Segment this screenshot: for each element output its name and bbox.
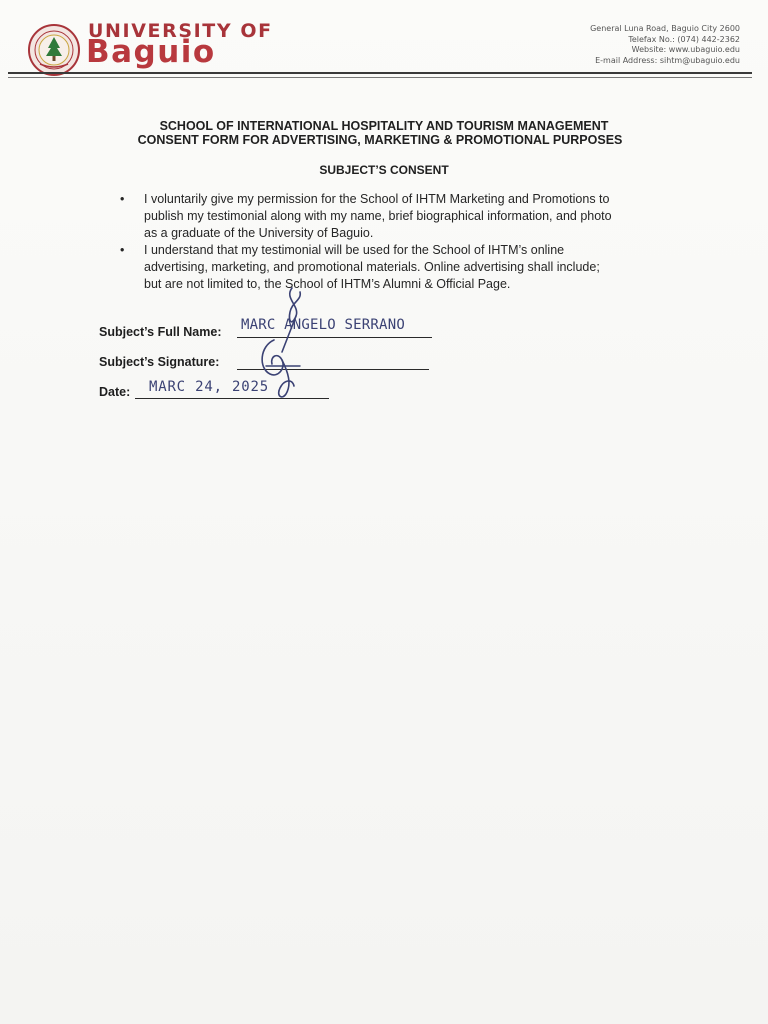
- full-name-label: Subject’s Full Name:: [99, 325, 222, 339]
- bullet-icon: •: [120, 243, 125, 257]
- date-label: Date:: [99, 385, 131, 399]
- statement-line: I voluntarily give my permission for the School of IHTM Marketing and Promotions to: [144, 192, 610, 206]
- consent-statement-usage: [120, 242, 680, 293]
- consent-statement-permission: [120, 191, 680, 242]
- contact-address: General Luna Road, Baguio City 2600: [590, 24, 740, 33]
- university-name-line1: UNIVERSITY OF: [88, 20, 273, 42]
- header-divider: [8, 72, 752, 74]
- full-name-value: MARC ANGELO SERRANO: [241, 317, 405, 333]
- signature-label: Subject’s Signature:: [99, 355, 220, 369]
- school-title: SCHOOL OF INTERNATIONAL HOSPITALITY AND TOURISM MANAGEMENT: [159, 119, 609, 133]
- bullet-icon: •: [120, 192, 125, 206]
- contact-block: [590, 24, 740, 66]
- statement-line: publish my testimonial along with my name, brief biographical information, and photo: [144, 209, 612, 223]
- date-value: MARC 24, 2025: [149, 379, 269, 395]
- university-seal-icon: [28, 24, 80, 76]
- section-heading: SUBJECT’S CONSENT: [319, 163, 449, 177]
- handwritten-signature: [230, 282, 350, 412]
- statement-line: I understand that my testimonial will be used for the School of IHTM’s online: [144, 243, 565, 257]
- header-divider-thin: [8, 77, 752, 78]
- statement-line: advertising, marketing, and promotional materials. Online advertising shall include;: [144, 260, 600, 274]
- consent-statements: [120, 191, 680, 293]
- contact-telefax: Telefax No.: (074) 442-2362: [628, 34, 740, 44]
- university-name-line2: Baguio: [86, 34, 216, 70]
- form-title: CONSENT FORM FOR ADVERTISING, MARKETING & PROMOTIONAL PURPOSES: [137, 133, 623, 147]
- contact-website: Website: www.ubaguio.edu: [631, 45, 740, 54]
- statement-line: but are not limited to, the School of IHTM’s Alumni & Official Page.: [144, 277, 511, 291]
- statement-line: as a graduate of the University of Baguio.: [144, 226, 374, 240]
- contact-email: E-mail Address: sihtm@ubaguio.edu: [595, 55, 740, 65]
